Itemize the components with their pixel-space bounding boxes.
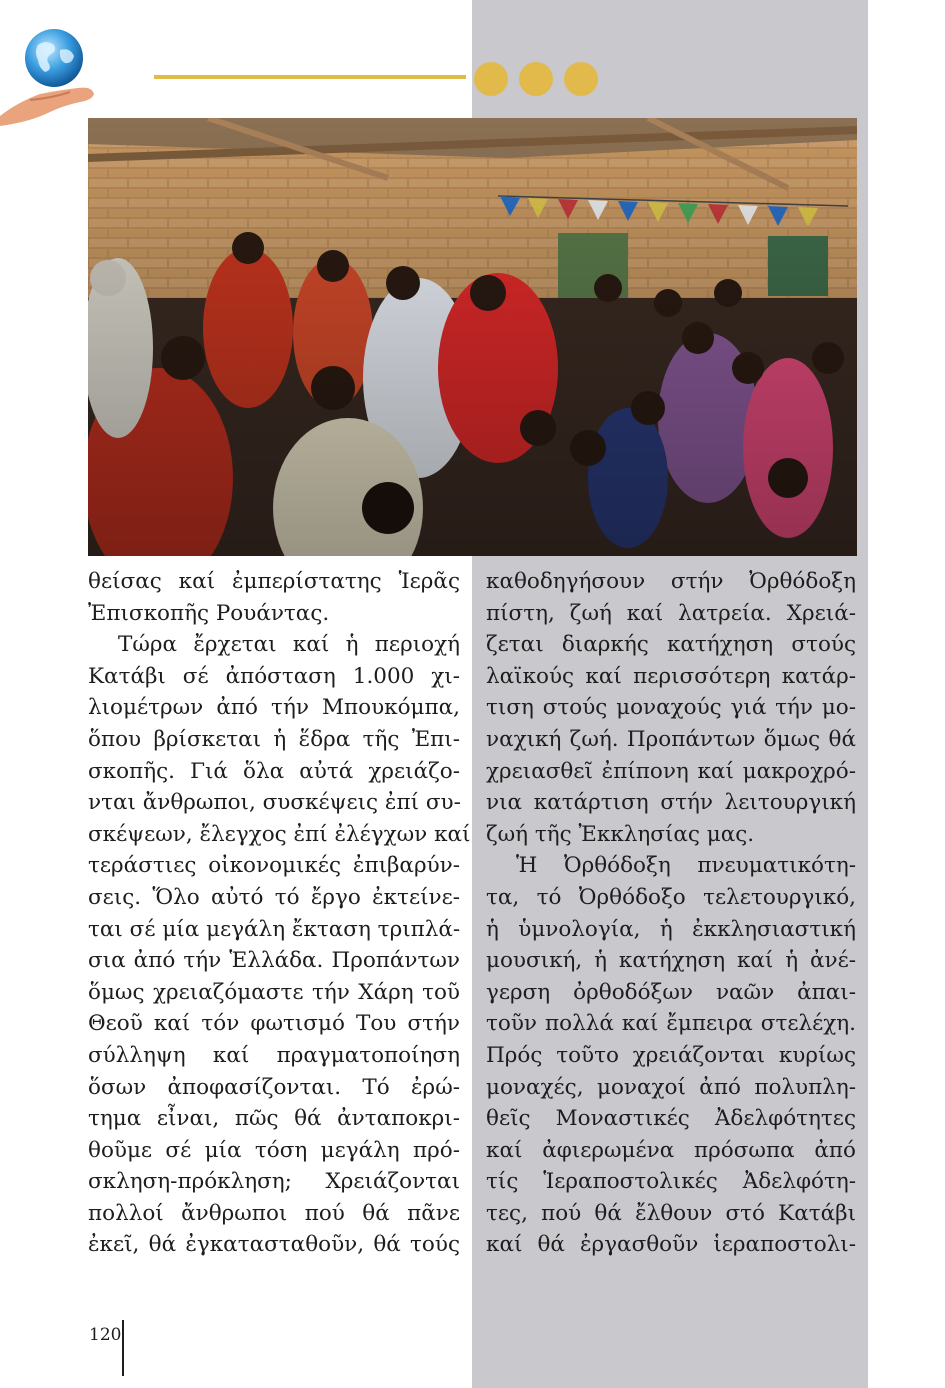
text-line: σια ἀπό τήν Ἑλλάδα. Προπάντων [88,948,460,974]
text-line: θείσας καί ἐμπερίστατης Ἱερᾶς [88,569,460,594]
text-line: καί ἀφιερωμένα πρόσωπα ἀπό [486,1137,856,1163]
gold-dot [519,62,553,96]
text-line: ἐκεῖ, θά ἐγκατασταθοῦν, θά τούς [88,1232,460,1258]
text-line: τιση στούς μοναχούς γιά τήν μο- [486,695,856,721]
text-line: λιομέτρων ἀπό τήν Μπουκόμπα, [88,695,460,721]
text-line: θεῖς Μοναστικές Ἀδελφότητες [486,1106,856,1132]
text-line: ναχική ζωή. Προπάντων ὅμως θά [486,726,856,752]
text-line: τεράστιες οἰκονομικές ἐπιβαρύν- [88,853,460,879]
text-line: ζεται διαρκής κατήχηση στούς [486,632,856,658]
globe-in-hand-icon [0,28,100,128]
gold-header-rule [154,75,466,79]
text-line: τημα εἶναι, πῶς θά ἀνταποκρι- [88,1106,460,1132]
text-line: ζωή τῆς Ἐκκλησίας μας. [486,821,755,847]
text-line: χρειασθεῖ ἐπίπονη καί μακροχρό- [486,758,856,784]
text-line: Πρός τοῦτο χρειάζονται κυρίως [486,1042,856,1068]
text-line: καί θά ἐργασθοῦν ἱεραποστολι- [486,1232,856,1258]
text-line: ὅσων ἀποφασίζονται. Τό ἐρώ- [88,1074,460,1100]
text-line: μοναχές, μοναχοί ἀπό πολυπλη- [486,1074,856,1100]
text-line: τα, τό Ὀρθόδοξο τελετουργικό, [486,884,856,910]
text-line: σκληση-πρόκληση; Χρειάζονται [88,1169,460,1195]
text-line: σεις. Ὅλο αὐτό τό ἔργο ἐκτείνε- [88,884,460,910]
text-line: πίστη, ζωή καί λατρεία. Χρειά- [486,600,856,626]
text-line: ὅμως χρειαζόμαστε τήν Χάρη τοῦ [88,979,460,1005]
text-line: τίς Ἱεραποστολικές Ἀδελφότη- [486,1169,856,1195]
text-line: σκέψεων, ἔλεγχος ἐπί ἐλέγχων καί [88,821,471,847]
right-text-column [486,566,856,1261]
text-line: καθοδηγήσουν στήν Ὀρθόδοξη [486,569,856,594]
text-line: πολλοί ἄνθρωποι πού θά πᾶνε [88,1200,460,1226]
left-text-column [88,566,471,1261]
text-line: σύλληψη καί πραγματοποίηση [88,1042,460,1068]
text-line: θοῦμε σέ μία τόση μεγάλη πρό- [88,1137,460,1163]
text-line: νται ἄνθρωποι, συσκέψεις ἐπί συ- [88,790,461,816]
church-gathering-photo [88,118,857,556]
text-line: Θεοῦ καί τόν φωτισμό Του στήν [88,1011,460,1037]
text-line: Τώρα ἔρχεται καί ἡ περιοχή [118,632,460,658]
page-number-rule [122,1320,124,1376]
text-line: γερση ὀρθοδόξων ναῶν ἀπαι- [486,979,856,1005]
text-line: μουσική, ἡ κατήχηση καί ἡ ἀνέ- [486,948,856,974]
text-line: ται σέ μία μεγάλη ἔκταση τριπλά- [88,916,461,942]
text-line: σκοπῆς. Γιά ὅλα αὐτά χρειάζο- [88,758,460,784]
text-line: Ἡ Ὀρθόδοξη πνευματικότη- [516,853,856,879]
text-line: λαϊκούς καί περισσότερη κατάρ- [486,663,856,689]
page-number: 120 [89,1325,122,1345]
gold-dot [564,62,598,96]
text-line: Κατάβι σέ ἀπόσταση 1.000 χι- [88,663,460,689]
text-line: τες, πού θά ἔλθουν στό Κατάβι [486,1200,856,1226]
text-line: ὅπου βρίσκεται ἡ ἕδρα τῆς Ἐπι- [88,726,460,752]
text-line: Ἐπισκοπῆς Ρουάντας. [88,600,330,626]
text-line: τοῦν πολλά καί ἔμπειρα στελέχη. [486,1011,856,1037]
gold-dot [474,62,508,96]
text-line: ἡ ὑμνολογία, ἡ ἐκκλησιαστική [486,916,856,942]
text-line: νια κατάρτιση στήν λειτουργική [486,790,856,816]
